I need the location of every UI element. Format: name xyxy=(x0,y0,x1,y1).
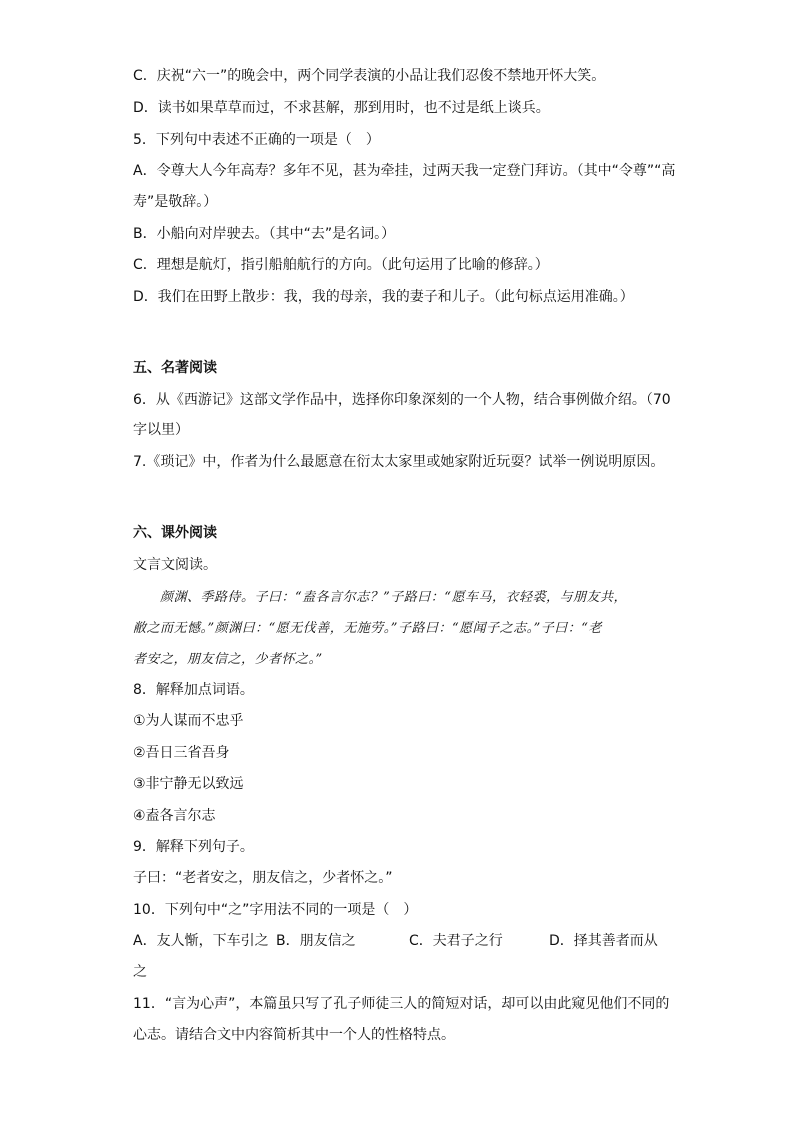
q9-sentence: 子曰：“老者安之，朋友信之，少者怀之。” xyxy=(133,870,393,886)
q4-option-c: C．庆祝“六一”的晚会中，两个同学表演的小品让我们忍俊不禁地开怀大笑。 xyxy=(133,68,606,84)
q9-stem: 9．解释下列句子。 xyxy=(133,839,254,855)
q10-option-d-continued: 之 xyxy=(133,964,147,980)
q6-line2: 字以里） xyxy=(133,422,189,438)
q5-option-b: B．小船向对岸驶去。（其中“去”是名词。） xyxy=(133,226,396,242)
q8-item-3: ③非宁静无以致远 xyxy=(133,776,244,792)
q10-option-d: D．择其善者而从 xyxy=(549,933,658,949)
q8-stem: 8．解释加点词语。 xyxy=(133,682,254,698)
section5-heading: 五、名著阅读 xyxy=(133,360,217,376)
q11-line1: 11．“言为心声”，本篇虽只写了孔子师徒三人的简短对话，却可以由此窥见他们不同的 xyxy=(133,996,670,1012)
section6-intro: 文言文阅读。 xyxy=(133,557,217,573)
q8-item-1: ①为人谋而不忠乎 xyxy=(133,713,244,729)
passage-line2: 敝之而无憾。”颜渊曰：“愿无伐善，无施劳。”子路曰：“愿闻子之志。”子曰：“老 xyxy=(133,621,602,636)
q5-stem: 5．下列句中表述不正确的一项是（ ） xyxy=(133,132,380,148)
q10-option-c: C．夫君子之行 xyxy=(409,933,503,949)
q4-option-d: D．读书如果草草而过，不求甚解，那到用时，也不过是纸上谈兵。 xyxy=(133,100,550,116)
q5-option-c: C．理想是航灯，指引船舶航行的方向。（此句运用了比喻的修辞。） xyxy=(133,257,549,273)
q6-line1: 6．从《西游记》这部文学作品中，选择你印象深刻的一个人物，结合事例做介绍。（70 xyxy=(133,392,671,408)
q5-option-a-line2: 寿”是敬辞。） xyxy=(133,194,218,210)
q10-option-a: A．友人惭，下车引之 xyxy=(133,933,269,949)
q8-item-4: ④盍各言尔志 xyxy=(133,808,216,824)
q10-stem: 10．下列句中“之”字用法不同的一项是（ ） xyxy=(133,902,418,918)
q7: 7.《琐记》中，作者为什么最愿意在衍太太家里或她家附近玩耍？试举一例说明原因。 xyxy=(133,454,665,470)
q8-item-2: ②吾日三省吾身 xyxy=(133,745,230,761)
q11-line2: 心志。请结合文中内容简析其中一个人的性格特点。 xyxy=(133,1027,455,1043)
q10-option-b: B．朋友信之 xyxy=(276,933,356,949)
passage-line3: 者安之，朋友信之，少者怀之。” xyxy=(133,652,323,667)
passage-line1: 颜渊、季路侍。子曰：“盍各言尔志？”子路曰：“愿车马，衣轻裘，与朋友共， xyxy=(160,590,627,605)
q5-option-d: D．我们在田野上散步：我，我的母亲，我的妻子和儿子。（此句标点运用准确。） xyxy=(133,289,634,305)
q5-option-a-line1: A．令尊大人今年高寿？多年不见，甚为牵挂，过两天我一定登门拜访。（其中“令尊”“高 xyxy=(133,163,676,179)
section6-heading: 六、课外阅读 xyxy=(133,525,217,541)
